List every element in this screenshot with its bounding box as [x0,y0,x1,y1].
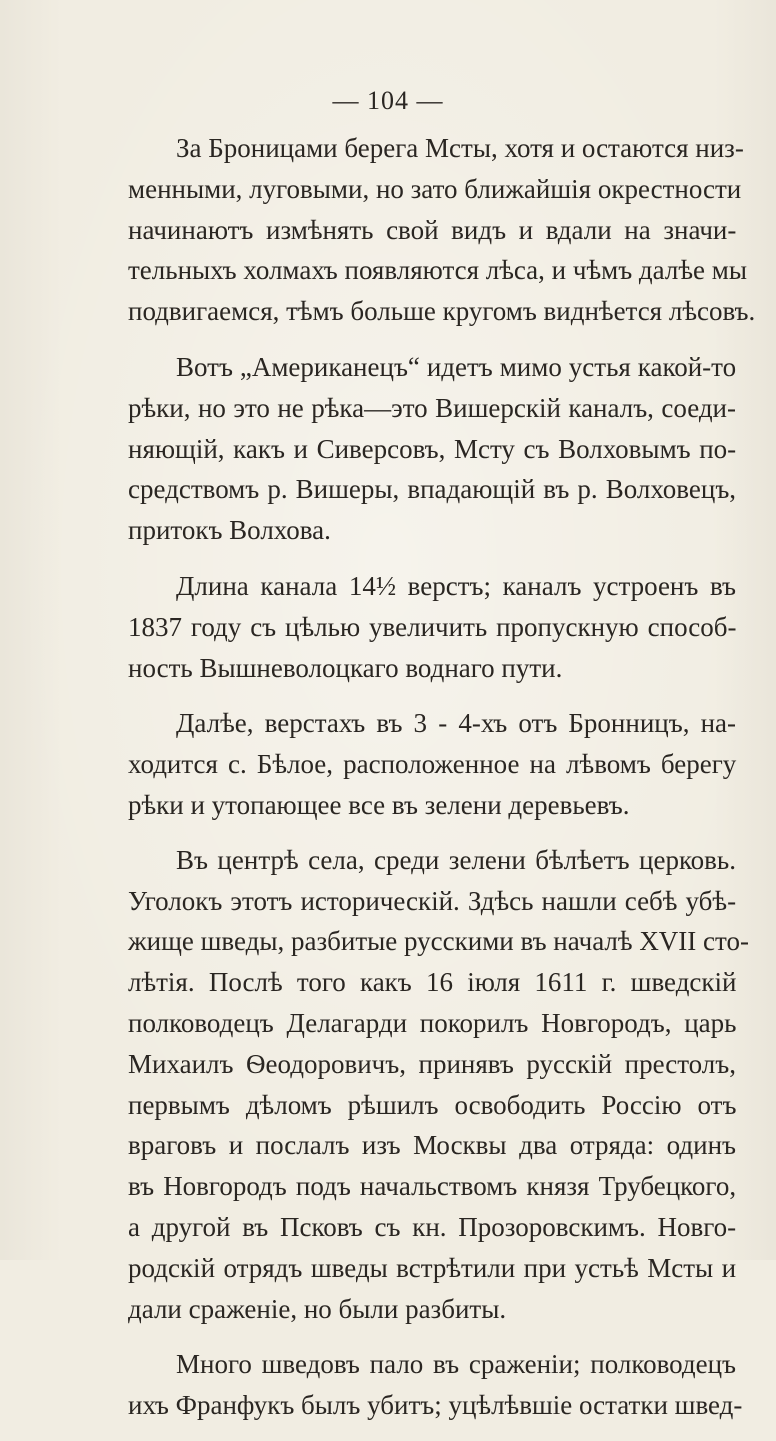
text-line: враговъ и послалъ изъ Москвы два отряда: одинъ [128,1130,736,1161]
paragraph-4 [128,703,736,825]
body-text [128,128,756,1441]
text-line: 1837 году съ цѣлью увеличить пропускную способ- [128,611,737,642]
text-line: рѣки и утопающее все въ зелени деревьевъ. [128,789,630,820]
paragraph-2 [128,347,736,551]
text-line: Въ центрѣ села, среди зелени бѣлѣетъ церковь. [176,844,736,875]
text-line: первымъ дѣломъ рѣшилъ освободить Россію отъ [128,1089,737,1120]
text-line: тельныхъ холмахъ появляются лѣса, и чѣмъ далѣе мы [128,255,747,286]
text-line: дали сраженіе, но были разбиты. [128,1293,507,1324]
text-line: лѣтія. Послѣ того какъ 16 іюля 1611 г. шведскій [128,967,737,998]
text-line: ность Вышневолоцкаго воднаго пути. [128,652,563,683]
text-line: няющій, какъ и Сиверсовъ, Мсту съ Волховымъ по- [128,433,737,464]
text-line: въ Новгородъ подъ начальствомъ князя Трубецкого, [128,1171,737,1202]
text-line: ходится с. Бѣлое, расположенное на лѣвомъ берегу [128,749,737,780]
text-line: рѣки, но это не рѣка—это Вишерскій каналъ, соеди- [128,392,736,423]
text-line: жище шведы, разбитые русскими въ началѣ XVII сто- [128,926,749,957]
text-line: Далѣе, верстахъ въ 3 - 4-хъ отъ Бронницъ, на- [176,708,736,739]
paragraph-3 [128,566,736,688]
text-line: Вотъ „Американецъ“ идетъ мимо устья какой-то [176,351,737,382]
text-line: подвигаемся, тѣмъ больше кругомъ виднѣется лѣсовъ. [128,296,756,327]
page-number: — 104 — [332,86,444,115]
paragraph-5 [128,840,749,1330]
text-line: а другой въ Псковъ съ кн. Прозоровскимъ. Новго- [128,1211,737,1242]
text-line: Уголокъ этотъ историческій. Здѣсь нашли себѣ убѣ- [128,885,737,916]
text-line: ихъ Франфукъ былъ убитъ; уцѣлѣвшіе остатки швед- [128,1390,743,1421]
text-line: родскій отрядъ шведы встрѣтили при устьѣ Мсты и [128,1252,737,1283]
text-line: начинаютъ измѣнять свой видъ и вдали на значи- [128,214,737,245]
text-line: притокъ Волхова. [128,515,331,546]
text-line: средствомъ р. Вишеры, впадающій въ р. Волховецъ, [128,474,737,505]
text-line: Длина канала 14½ верстъ; каналъ устроенъ въ [176,570,736,601]
paragraph-6 [128,1344,743,1426]
paragraph-1 [128,128,756,332]
text-line: Много шведовъ пало въ сраженіи; полководецъ [176,1349,736,1380]
text-line: полководецъ Делагарди покорилъ Новгородъ, царь [128,1007,737,1038]
text-line: менными, луговыми, но зато ближайшія окрестности [128,173,742,204]
text-line: За Броницами берега Мсты, хотя и остаются низ- [176,133,744,163]
text-line: Михаилъ Ѳеодоровичъ, принявъ русскій престолъ, [128,1048,736,1079]
